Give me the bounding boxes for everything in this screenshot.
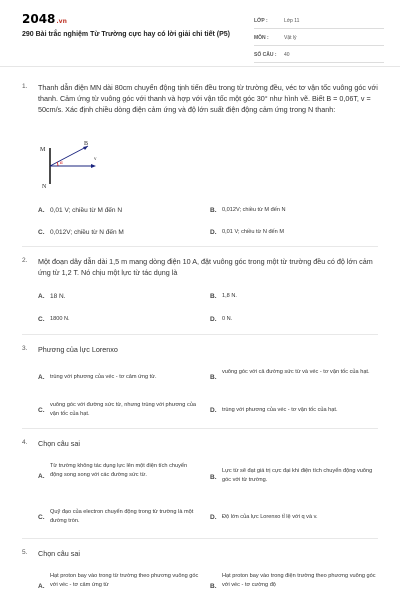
meta-subject: MÔN : Vật lý	[254, 31, 384, 46]
question-text: Thanh dẫn điện MN dài 80cm chuyển động tịnh tiến đều trong từ trường đều, véc tơ vận tốc vuông góc với thanh. Cảm ứng từ vuông góc với thanh và hợp với vận tốc một góc 30° như hình vẽ. Biết B = 0,06T, v = 50cm/s. Xác định chiều dòng điện cảm ứng và độ lớn suất điện động cảm ứng trong N thanh:	[38, 83, 378, 114]
figure-label-alpha: α	[60, 161, 63, 166]
figure-label-b: B	[84, 141, 89, 147]
question-number: 5.	[22, 549, 28, 556]
site-logo[interactable]: 2048.vn	[22, 12, 67, 26]
figure-b-vector	[50, 146, 88, 166]
meta-class: LỚP : Lớp 11	[254, 14, 384, 29]
document-header	[0, 0, 400, 67]
divider	[22, 428, 378, 429]
figure-label-v: v	[94, 157, 97, 162]
question-text: Phương của lực Lorenxo	[38, 345, 118, 354]
figure-label-n: N	[42, 184, 47, 190]
figure-label-m: M	[40, 147, 46, 153]
question-text: Một đoạn dây dẫn dài 1,5 m mang dòng điện 10 A, đặt vuông góc trong một từ trường đều có độ lớn cảm ứng từ 1,2 T. Nó chịu một lực từ tác dụng là	[38, 257, 373, 277]
figure-v-arrowhead	[91, 164, 96, 168]
document-meta	[254, 14, 384, 65]
question-number: 1.	[22, 83, 28, 90]
question-number: 3.	[22, 345, 28, 352]
question-number: 4.	[22, 439, 28, 446]
divider	[22, 538, 378, 539]
document-title: 290 Bài trắc nghiệm Từ Trường cực hay có lời giải chi tiết (P5)	[22, 31, 230, 38]
divider	[22, 334, 378, 335]
question-1-figure	[38, 140, 118, 190]
meta-count: SỐ CÂU : 40	[254, 48, 384, 63]
question-text: Chọn câu sai	[38, 439, 80, 448]
figure-angle-arc	[57, 162, 58, 166]
divider	[22, 246, 378, 247]
question-number: 2.	[22, 257, 28, 264]
question-text: Chọn câu sai	[38, 549, 80, 558]
